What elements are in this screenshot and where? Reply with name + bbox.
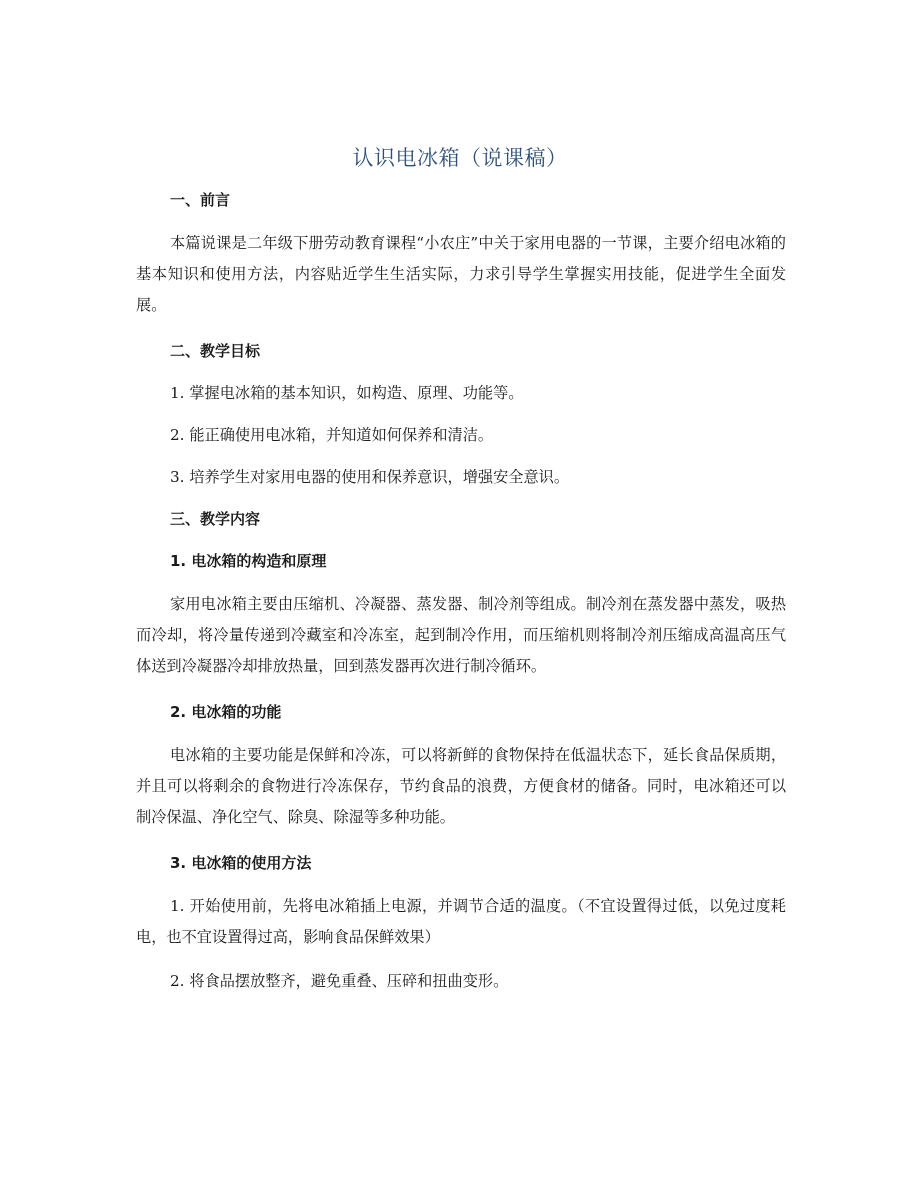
section-heading-content: 三、教学内容 [170,510,261,528]
document-title: 认识电冰箱（说课稿） [352,146,568,170]
objective-item: 2. 能正确使用电冰箱，并知道如何保养和清洁。 [170,426,494,444]
subsection-heading-usage: 3. 电冰箱的使用方法 [170,854,312,872]
functions-paragraph: 电冰箱的主要功能是保鲜和冷冻，可以将新鲜的食物保持在低温状态下，延长食品保质期，并且可以将剩余的食物进行冷冻保存，节约食品的浪费，方便食材的储备。同时，电冰箱还可以制冷保温、净化空气、除臭、除湿等多种功能。 [136,746,786,826]
objective-item: 1. 掌握电冰箱的基本知识，如构造、原理、功能等。 [170,384,524,402]
section-heading-preface: 一、前言 [170,191,231,209]
subsection-heading-structure: 1. 电冰箱的构造和原理 [170,552,327,570]
usage-item: 1. 开始使用前，先将电冰箱插上电源，并调节合适的温度。（不宜设置得过低，以免过度耗电，也不宜设置得过高，影响食品保鲜效果） [136,897,786,946]
structure-paragraph: 家用电冰箱主要由压缩机、冷凝器、蒸发器、制冷剂等组成。制冷剂在蒸发器中蒸发，吸热而冷却，将冷量传递到冷藏室和冷冻室，起到制冷作用，而压缩机则将制冷剂压缩成高温高压气体送到冷凝器冷却排放热量，回到蒸发器再次进行制冷循环。 [136,595,786,675]
objective-item: 3. 培养学生对家用电器的使用和保养意识，增强安全意识。 [170,468,570,486]
document-body [136,186,786,995]
section-heading-objectives: 二、教学目标 [170,342,261,360]
usage-item: 2. 将食品摆放整齐，避免重叠、压碎和扭曲变形。 [170,972,509,990]
preface-paragraph: 本篇说课是二年级下册劳动教育课程“小农庄”中关于家用电器的一节课，主要介绍电冰箱的基本知识和使用方法，内容贴近学生生活实际，力求引导学生掌握实用技能，促进学生全面发展。 [136,234,786,314]
subsection-heading-functions: 2. 电冰箱的功能 [170,703,282,721]
